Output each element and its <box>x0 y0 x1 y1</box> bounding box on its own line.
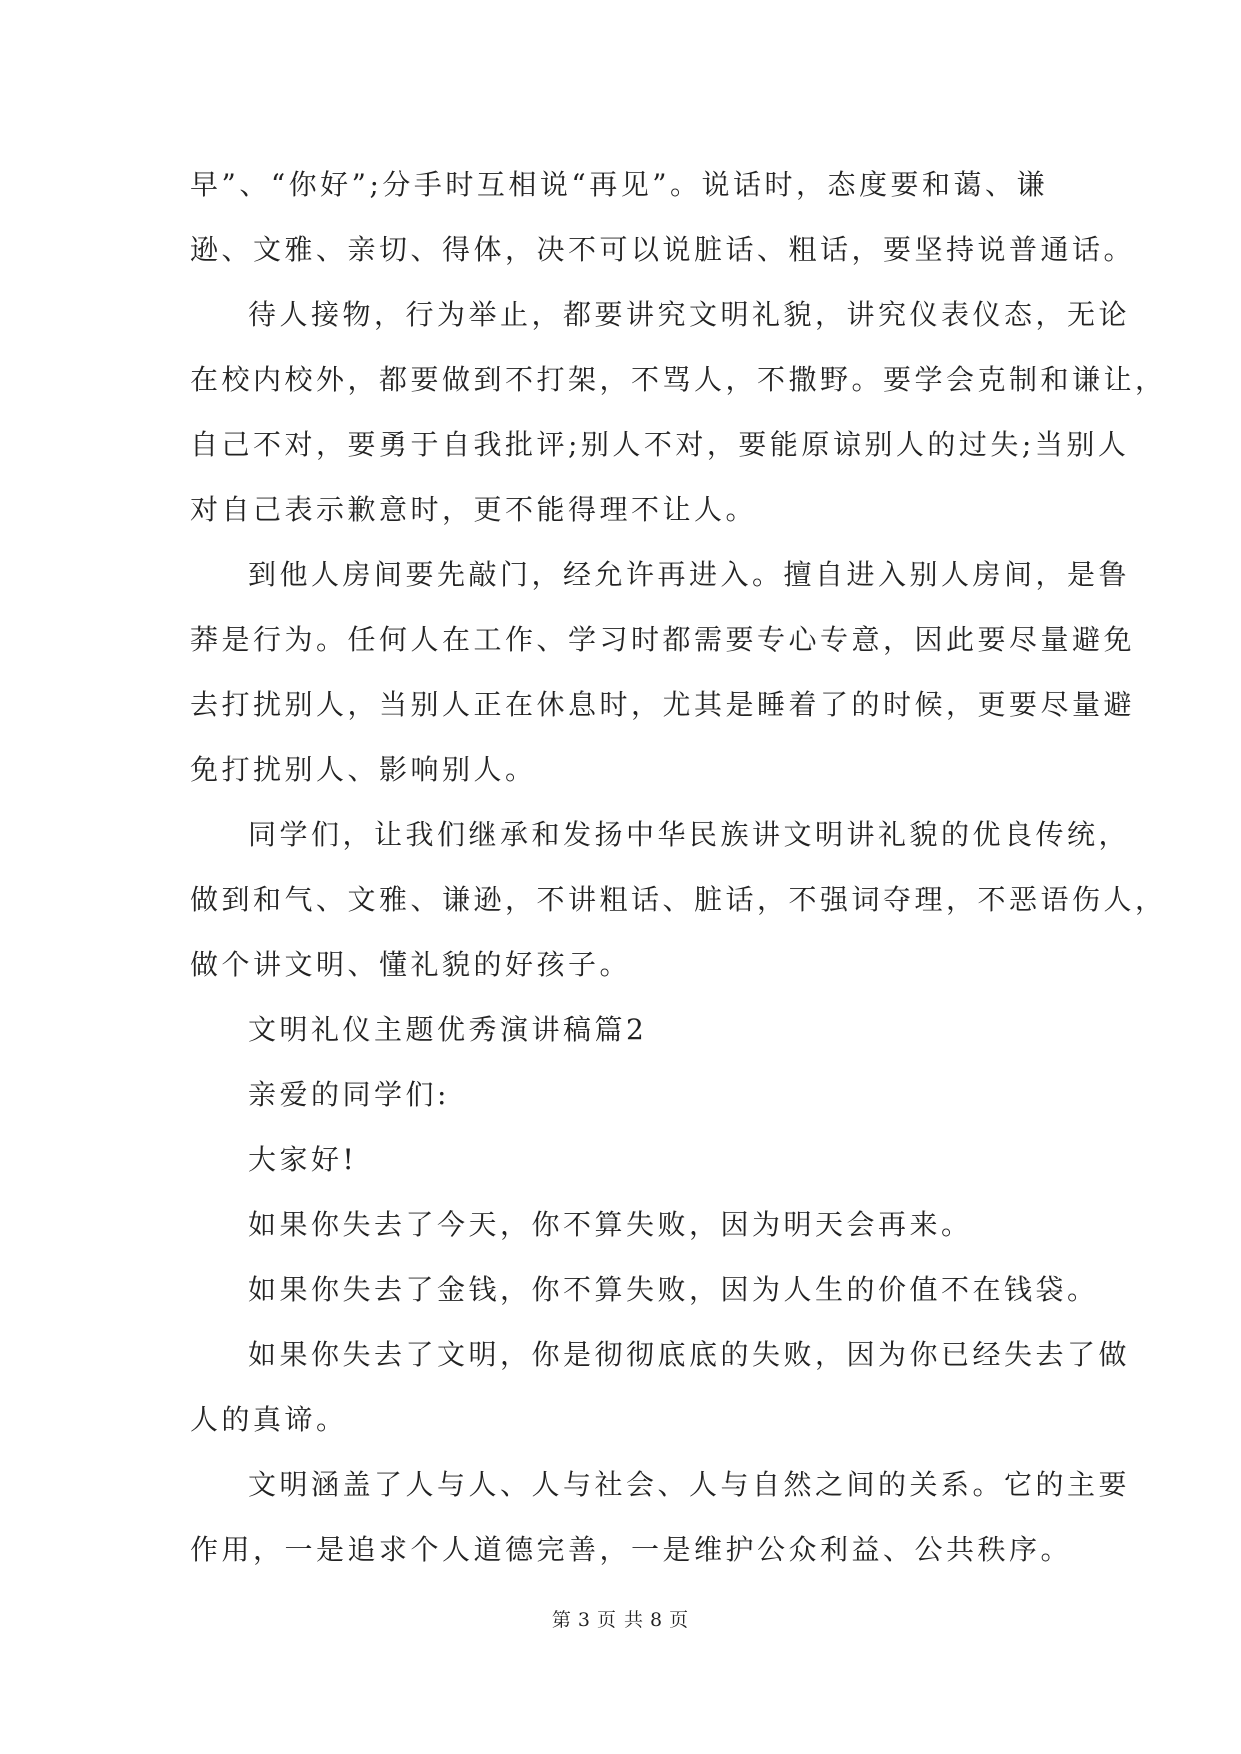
footer-current-page: 3 <box>577 1609 591 1631</box>
text-line: 同学们，让我们继承和发扬中华民族讲文明讲礼貌的优良传统， <box>248 818 1131 851</box>
text-line: 去打扰别人，当别人正在休息时，尤其是睡着了的时候，更要尽量避 <box>190 688 1136 721</box>
text-line: 对自己表示歉意时，更不能得理不让人。 <box>190 493 758 526</box>
text-line: 做到和气、文雅、谦逊，不讲粗话、脏话，不强词夺理，不恶语伤人， <box>190 883 1167 916</box>
text-line: 自己不对，要勇于自我批评;别人不对，要能原谅别人的过失;当别人 <box>190 428 1130 461</box>
text-line: 如果你失去了今天，你不算失败，因为明天会再来。 <box>248 1208 973 1241</box>
text-line: 早”、“你好”;分手时互相说“再见”。说话时，态度要和蔼、谦 <box>190 168 1049 201</box>
text-line: 在校内校外，都要做到不打架，不骂人，不撒野。要学会克制和谦让， <box>190 363 1167 396</box>
text-line: 免打扰别人、影响别人。 <box>190 753 537 786</box>
text-line: 如果你失去了文明，你是彻彻底底的失败，因为你已经失去了做 <box>248 1338 1131 1371</box>
text-line: 待人接物，行为举止，都要讲究文明礼貌，讲究仪表仪态，无论 <box>248 298 1131 331</box>
text-line: 如果你失去了金钱，你不算失败，因为人生的价值不在钱袋。 <box>248 1273 1099 1306</box>
text-line: 莽是行为。任何人在工作、学习时都需要专心专意，因此要尽量避免 <box>190 623 1136 656</box>
text-line: 到他人房间要先敲门，经允许再进入。擅自进入别人房间，是鲁 <box>248 558 1131 591</box>
footer-suffix: 页 <box>669 1609 690 1631</box>
text-line: 逊、文雅、亲切、得体，决不可以说脏话、粗话，要坚持说普通话。 <box>190 233 1136 266</box>
text-line: 做个讲文明、懂礼貌的好孩子。 <box>190 948 632 981</box>
footer-prefix: 第 <box>551 1609 572 1631</box>
page-footer <box>0 1608 1241 1632</box>
text-line: 作用，一是追求个人道德完善，一是维护公众利益、公共秩序。 <box>190 1533 1073 1566</box>
text-line: 文明涵盖了人与人、人与社会、人与自然之间的关系。它的主要 <box>248 1468 1131 1501</box>
text-line: 亲爱的同学们: <box>248 1078 450 1111</box>
document-body <box>190 152 1167 1582</box>
footer-middle: 页 共 <box>596 1609 645 1631</box>
footer-total-pages: 8 <box>650 1609 664 1631</box>
text-line: 文明礼仪主题优秀演讲稿篇2 <box>248 1013 648 1046</box>
text-line: 大家好! <box>248 1143 358 1176</box>
text-line: 人的真谛。 <box>190 1403 348 1436</box>
